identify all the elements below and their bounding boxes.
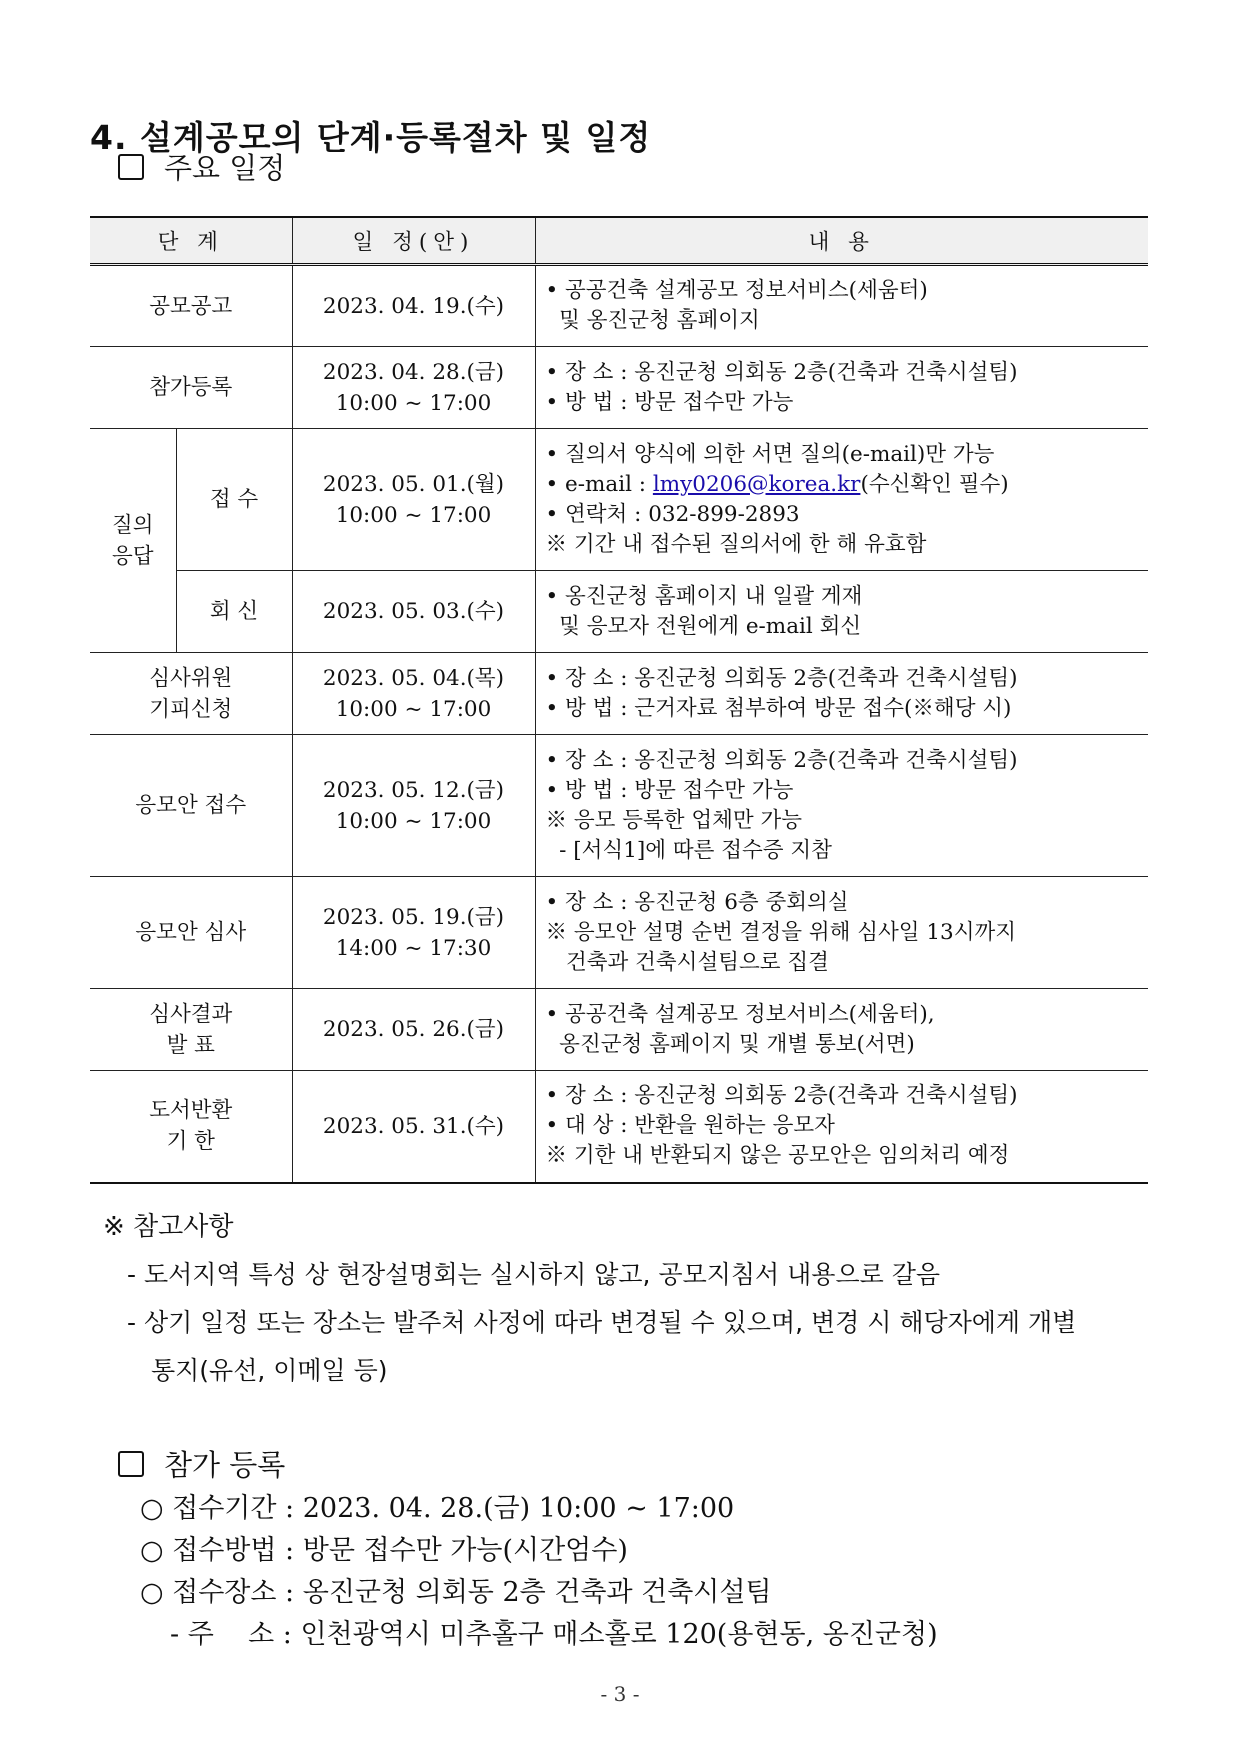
content-line: • 장 소 : 옹진군청 의회동 2층(건축과 건축시설팀) [545, 1083, 1018, 1109]
date-cell [292, 653, 535, 735]
date-cell [292, 347, 535, 429]
date-cell: 2023. 05. 03.(수) [292, 571, 535, 653]
content-line: ※ 기간 내 접수된 질의서에 한 해 유효함 [545, 531, 927, 557]
time-text: 10:00 ~ 17:00 [335, 390, 492, 416]
table-row [90, 347, 1148, 429]
note-item-continuation: 통지(유선, 이메일 등) [151, 1356, 388, 1385]
content-cell [535, 1071, 1148, 1183]
date-text: 2023. 04. 28.(금) [322, 359, 505, 385]
date-text: 2023. 05. 12.(금) [322, 777, 505, 803]
schedule-subheading-text: 주요 일정 [164, 151, 286, 185]
content-line: 및 응모자 전원에게 e-mail 회신 [545, 613, 862, 639]
content-cell [535, 347, 1148, 429]
table-row [90, 653, 1148, 735]
registration-place: ○ 접수장소 : 옹진군청 의회동 2층 건축과 건축시설팀 [140, 1577, 772, 1608]
time-text: 10:00 ~ 17:00 [335, 808, 492, 834]
content-cell [535, 989, 1148, 1071]
content-line: 건축과 건축시설팀으로 집결 [545, 949, 829, 975]
time-text: 10:00 ~ 17:00 [335, 696, 492, 722]
table-header-row [90, 217, 1148, 265]
header-content: 내 용 [535, 217, 1148, 265]
content-line: ※ 응모 등록한 업체만 가능 [545, 807, 803, 833]
content-line: ※ 기한 내 반환되지 않은 공모안은 임의처리 예정 [545, 1143, 1010, 1169]
stage-cell: 참가등록 [90, 347, 292, 429]
table-row [90, 571, 1148, 653]
stage-cell: 심사결과 발 표 [90, 989, 292, 1071]
content-line: • 연락처 : 032-899-2893 [545, 501, 800, 527]
stage-cell: 응모안 심사 [90, 877, 292, 989]
checkbox-square-icon [118, 1451, 144, 1477]
registration-details [140, 1488, 938, 1656]
content-line: • 방 법 : 근거자료 첨부하여 방문 접수(※해당 시) [545, 695, 1012, 721]
page-number: - 3 - [600, 1682, 640, 1706]
content-line: • 옹진군청 홈페이지 내 일괄 게재 [545, 583, 863, 609]
date-cell: 2023. 05. 31.(수) [292, 1071, 535, 1183]
content-line: • 대 상 : 반환을 원하는 응모자 [545, 1113, 835, 1139]
header-date: 일 정(안) [292, 217, 535, 265]
date-cell [292, 877, 535, 989]
date-cell: 2023. 05. 26.(금) [292, 989, 535, 1071]
time-text: 14:00 ~ 17:30 [335, 935, 492, 961]
date-text: 2023. 05. 01.(월) [322, 471, 505, 497]
content-cell [535, 735, 1148, 877]
email-suffix: (수신확인 필수) [860, 471, 1009, 497]
stage-cell: 공모공고 [90, 265, 292, 347]
note-item: - 도서지역 특성 상 현장설명회는 실시하지 않고, 공모지침서 내용으로 갈음 [127, 1260, 940, 1289]
content-cell [535, 429, 1148, 571]
time-text: 10:00 ~ 17:00 [335, 502, 492, 528]
registration-method: ○ 접수방법 : 방문 접수만 가능(시간엄수) [140, 1535, 628, 1566]
email-link[interactable]: lmy0206@korea.kr [652, 471, 861, 497]
checkbox-square-icon [118, 154, 144, 180]
content-line: - [서식1]에 따른 접수증 지참 [545, 837, 832, 863]
table-row [90, 265, 1148, 347]
date-cell [292, 429, 535, 571]
content-cell [535, 877, 1148, 989]
email-prefix: • e-mail : [545, 471, 653, 497]
content-line: 및 옹진군청 홈페이지 [545, 308, 760, 333]
table-row [90, 877, 1148, 989]
date-cell: 2023. 04. 19.(수) [292, 265, 535, 347]
content-cell [535, 571, 1148, 653]
stage-cell: 응모안 접수 [90, 735, 292, 877]
date-text: 2023. 05. 04.(목) [322, 665, 505, 691]
content-line: • 장 소 : 옹진군청 의회동 2층(건축과 건축시설팀) [545, 747, 1018, 773]
table-row [90, 735, 1148, 877]
date-text: 2023. 05. 19.(금) [322, 904, 505, 930]
header-stage: 단 계 [90, 217, 292, 265]
qa-group-cell: 질의 응답 [90, 429, 176, 653]
stage-cell: 접 수 [176, 429, 292, 571]
date-cell [292, 735, 535, 877]
content-cell [535, 653, 1148, 735]
section-heading: 4. 설계공모의 단계·등록절차 및 일정 [90, 118, 652, 157]
content-line [546, 470, 1139, 500]
registration-address: - 주 소 : 인천광역시 미추홀구 매소홀로 120(용현동, 옹진군청) [170, 1619, 938, 1650]
schedule-table [90, 216, 1148, 1184]
content-line: • 장 소 : 옹진군청 의회동 2층(건축과 건축시설팀) [545, 359, 1018, 385]
content-line: • 장 소 : 옹진군청 의회동 2층(건축과 건축시설팀) [545, 665, 1018, 691]
stage-cell: 심사위원 기피신청 [90, 653, 292, 735]
notes-section [103, 1203, 1076, 1395]
content-line: • 장 소 : 옹진군청 6층 중회의실 [545, 889, 849, 915]
registration-subheading [118, 1443, 285, 1484]
notes-title: ※ 참고사항 [103, 1212, 234, 1242]
content-line: • 방 법 : 방문 접수만 가능 [545, 777, 794, 803]
registration-period: ○ 접수기간 : 2023. 04. 28.(금) 10:00 ~ 17:00 [140, 1493, 735, 1524]
schedule-subheading [118, 146, 285, 187]
stage-cell: 도서반환 기 한 [90, 1071, 292, 1183]
table-row [90, 429, 1148, 571]
table-row [90, 989, 1148, 1071]
content-line: • 방 법 : 방문 접수만 가능 [545, 389, 794, 415]
content-line: ※ 응모안 설명 순번 결정을 위해 심사일 13시까지 [545, 919, 1017, 945]
registration-subheading-text: 참가 등록 [164, 1448, 286, 1482]
content-line: • 공공건축 설계공모 정보서비스(세움터), [545, 1001, 935, 1027]
content-line: • 공공건축 설계공모 정보서비스(세움터) [545, 278, 928, 303]
content-line: • 질의서 양식에 의한 서면 질의(e-mail)만 가능 [545, 441, 995, 467]
content-line: 옹진군청 홈페이지 및 개별 통보(서면) [545, 1031, 915, 1057]
table-row [90, 1071, 1148, 1183]
note-item: - 상기 일정 또는 장소는 발주처 사정에 따라 변경될 수 있으며, 변경 시 해당자에게 개별 [127, 1308, 1077, 1337]
content-cell [535, 265, 1148, 347]
stage-cell: 회 신 [176, 571, 292, 653]
